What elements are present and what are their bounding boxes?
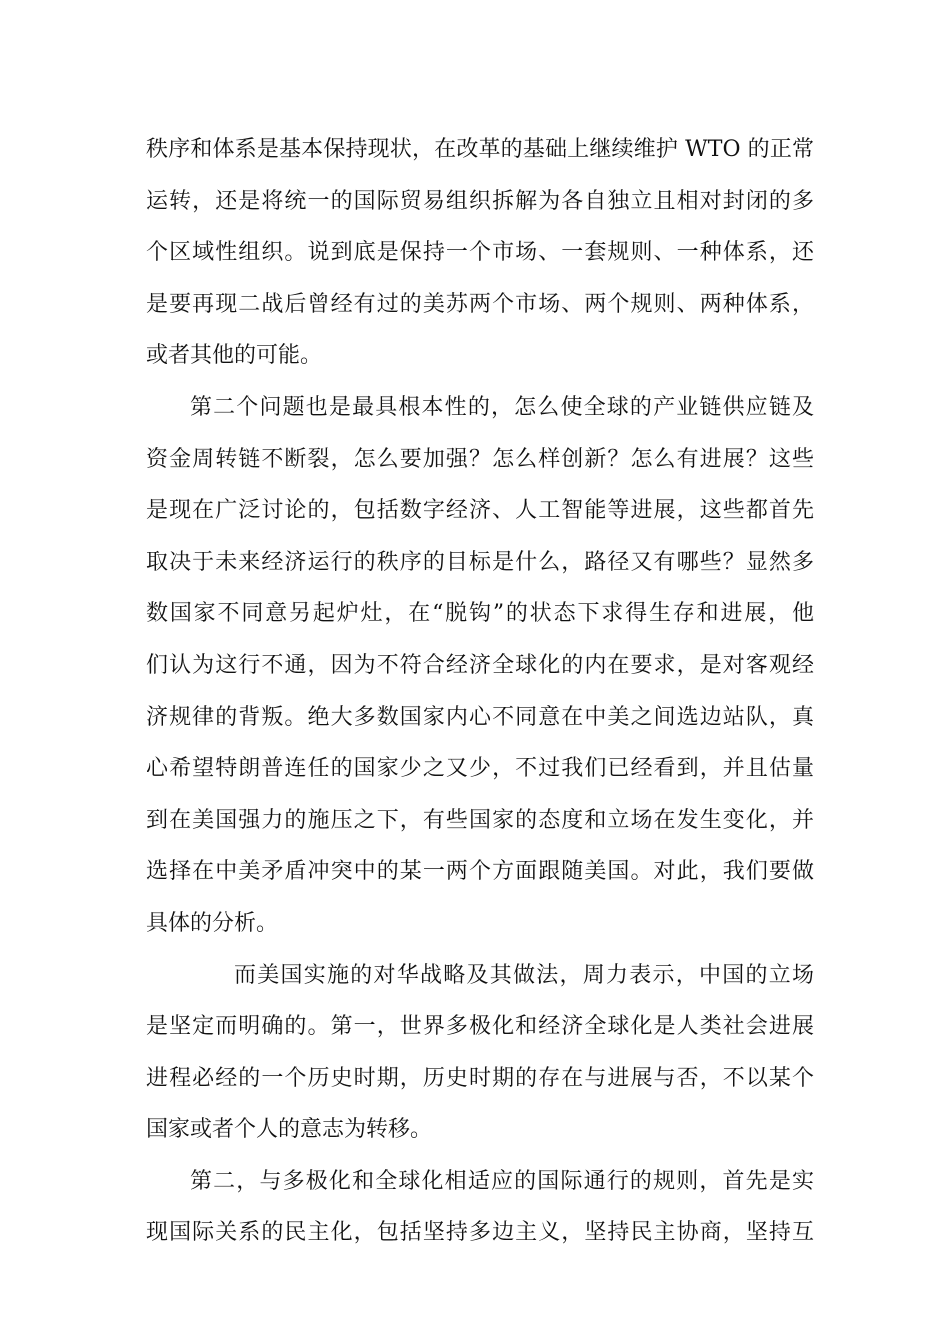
text-line: 济规律的背叛。绝大多数国家内心不同意在中美之间选边站队，真: [146, 704, 814, 730]
text-line: 具体的分析。: [146, 910, 279, 936]
text-line: 第二个问题也是最具根本性的，怎么使全球的产业链供应链及: [190, 394, 814, 420]
text-line: 们认为这行不通，因为不符合经济全球化的内在要求，是对客观经: [146, 652, 814, 678]
text-line: 秩序和体系是基本保持现状，在改革的基础上继续维护 WTO 的正常: [146, 137, 814, 162]
text-line: 资金周转链不断裂，怎么要加强？怎么样创新？怎么有进展？这些: [146, 446, 814, 472]
text-line: 运转，还是将统一的国际贸易组织拆解为各自独立且相对封闭的多: [146, 188, 814, 214]
text-line: 是坚定而明确的。第一，世界多极化和经济全球化是人类社会进展: [146, 1014, 814, 1040]
text-line: 现国际关系的民主化，包括坚持多边主义，坚持民主协商，坚持互: [146, 1220, 814, 1246]
text-line: 是要再现二战后曾经有过的美苏两个市场、两个规则、两种体系，: [146, 291, 814, 317]
text-line: 取决于未来经济运行的秩序的目标是什么，路径又有哪些？显然多: [146, 549, 814, 575]
text-line: 或者其他的可能。: [146, 343, 323, 369]
text-line: 心希望特朗普连任的国家少之又少，不过我们已经看到，并且估量: [146, 756, 814, 782]
text-line: 到在美国强力的施压之下，有些国家的态度和立场在发生变化，并: [146, 807, 814, 833]
text-line: 选择在中美矛盾冲突中的某一两个方面跟随美国。对此，我们要做: [146, 859, 814, 885]
text-line: 是现在广泛讨论的，包括数字经济、人工智能等进展，这些都首先: [146, 498, 814, 524]
text-line: 国家或者个人的意志为转移。: [146, 1117, 433, 1143]
body-text: [146, 124, 814, 1259]
text-line: 进程必经的一个历史时期，历史时期的存在与进展与否，不以某个: [146, 1065, 814, 1091]
text-line: 第二，与多极化和全球化相适应的国际通行的规则，首先是实: [190, 1168, 814, 1194]
text-line: 数国家不同意另起炉灶，在“脱钩”的状态下求得生存和进展，他: [146, 601, 814, 627]
text-line: 个区域性组织。说到底是保持一个市场、一套规则、一种体系，还: [146, 240, 814, 266]
text-line: 而美国实施的对华战略及其做法，周力表示，中国的立场: [234, 962, 814, 988]
